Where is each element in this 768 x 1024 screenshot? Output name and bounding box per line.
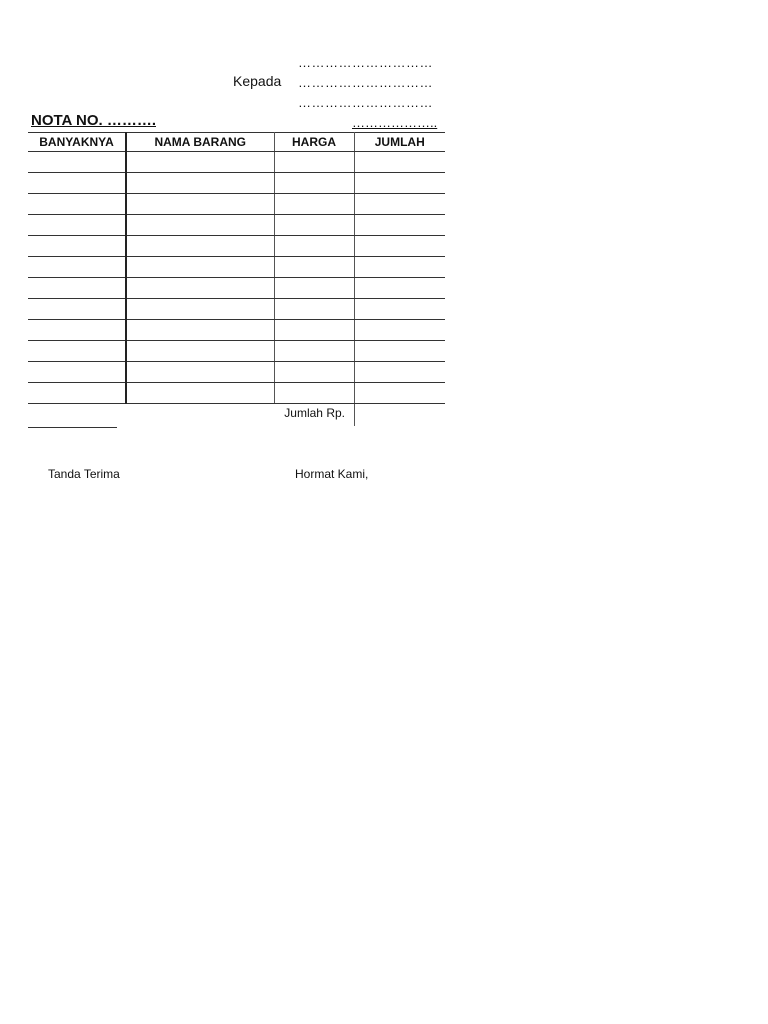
- table-cell-nama-barang: [126, 320, 274, 341]
- table-cell-jumlah: [354, 236, 445, 257]
- table-cell-nama-barang: [126, 383, 274, 404]
- signature-line: [28, 427, 117, 428]
- table-row: [28, 383, 445, 404]
- table-cell-nama-barang: [126, 299, 274, 320]
- table-row: [28, 341, 445, 362]
- table-cell-jumlah: [354, 278, 445, 299]
- table-cell-jumlah: [354, 257, 445, 278]
- table-cell-harga: [274, 320, 354, 341]
- table-cell-jumlah: [354, 215, 445, 236]
- table-row: [28, 299, 445, 320]
- date-field: ………………..: [352, 115, 438, 130]
- table-cell-banyaknya: [28, 362, 126, 383]
- items-sheet: [28, 132, 445, 420]
- table-body: [28, 152, 445, 404]
- address-line-1: …………………………: [298, 55, 433, 70]
- sender-label: Hormat Kami,: [295, 467, 369, 481]
- table-cell-harga: [274, 299, 354, 320]
- table-cell-banyaknya: [28, 257, 126, 278]
- table-cell-harga: [274, 152, 354, 173]
- table-cell-banyaknya: [28, 278, 126, 299]
- table-row: [28, 152, 445, 173]
- address-line-3: …………………………: [298, 95, 433, 110]
- table-row: [28, 362, 445, 383]
- table-cell-nama-barang: [126, 362, 274, 383]
- table-cell-jumlah: [354, 173, 445, 194]
- table-row: [28, 257, 445, 278]
- table-cell-harga: [274, 383, 354, 404]
- table-cell-jumlah: [354, 383, 445, 404]
- table-cell-banyaknya: [28, 236, 126, 257]
- items-table: [28, 132, 445, 404]
- total-label: Jumlah Rp.: [284, 406, 345, 420]
- table-row: [28, 194, 445, 215]
- table-cell-jumlah: [354, 152, 445, 173]
- table-cell-banyaknya: [28, 194, 126, 215]
- column-header-harga: HARGA: [274, 133, 354, 152]
- table-cell-banyaknya: [28, 152, 126, 173]
- column-header-nama-barang: NAMA BARANG: [126, 133, 274, 152]
- table-cell-banyaknya: [28, 173, 126, 194]
- table-cell-harga: [274, 236, 354, 257]
- table-cell-jumlah: [354, 299, 445, 320]
- table-cell-harga: [274, 215, 354, 236]
- table-cell-nama-barang: [126, 278, 274, 299]
- table-cell-banyaknya: [28, 320, 126, 341]
- table-row: [28, 320, 445, 341]
- table-cell-harga: [274, 341, 354, 362]
- table-cell-nama-barang: [126, 341, 274, 362]
- address-line-2: …………………………: [298, 75, 433, 90]
- table-header-row: [28, 133, 445, 152]
- table-row: [28, 215, 445, 236]
- table-cell-banyaknya: [28, 383, 126, 404]
- table-cell-nama-barang: [126, 152, 274, 173]
- receiver-label: Tanda Terima: [48, 467, 120, 481]
- table-cell-jumlah: [354, 194, 445, 215]
- table-cell-jumlah: [354, 341, 445, 362]
- total-row: [28, 404, 445, 426]
- column-header-banyaknya: BANYAKNYA: [28, 133, 126, 152]
- table-cell-banyaknya: [28, 215, 126, 236]
- column-header-jumlah: JUMLAH: [354, 133, 445, 152]
- table-cell-nama-barang: [126, 215, 274, 236]
- total-divider: [354, 404, 355, 426]
- table-cell-nama-barang: [126, 173, 274, 194]
- table-cell-harga: [274, 173, 354, 194]
- table-cell-nama-barang: [126, 194, 274, 215]
- table-row: [28, 173, 445, 194]
- table-cell-jumlah: [354, 362, 445, 383]
- table-cell-banyaknya: [28, 341, 126, 362]
- table-cell-nama-barang: [126, 236, 274, 257]
- table-cell-harga: [274, 257, 354, 278]
- nota-number-title: NOTA NO. ……….: [31, 112, 156, 129]
- table-cell-nama-barang: [126, 257, 274, 278]
- table-row: [28, 278, 445, 299]
- table-cell-harga: [274, 194, 354, 215]
- kepada-label: Kepada: [233, 73, 282, 89]
- table-cell-harga: [274, 278, 354, 299]
- table-cell-jumlah: [354, 320, 445, 341]
- table-cell-harga: [274, 362, 354, 383]
- table-cell-banyaknya: [28, 299, 126, 320]
- table-row: [28, 236, 445, 257]
